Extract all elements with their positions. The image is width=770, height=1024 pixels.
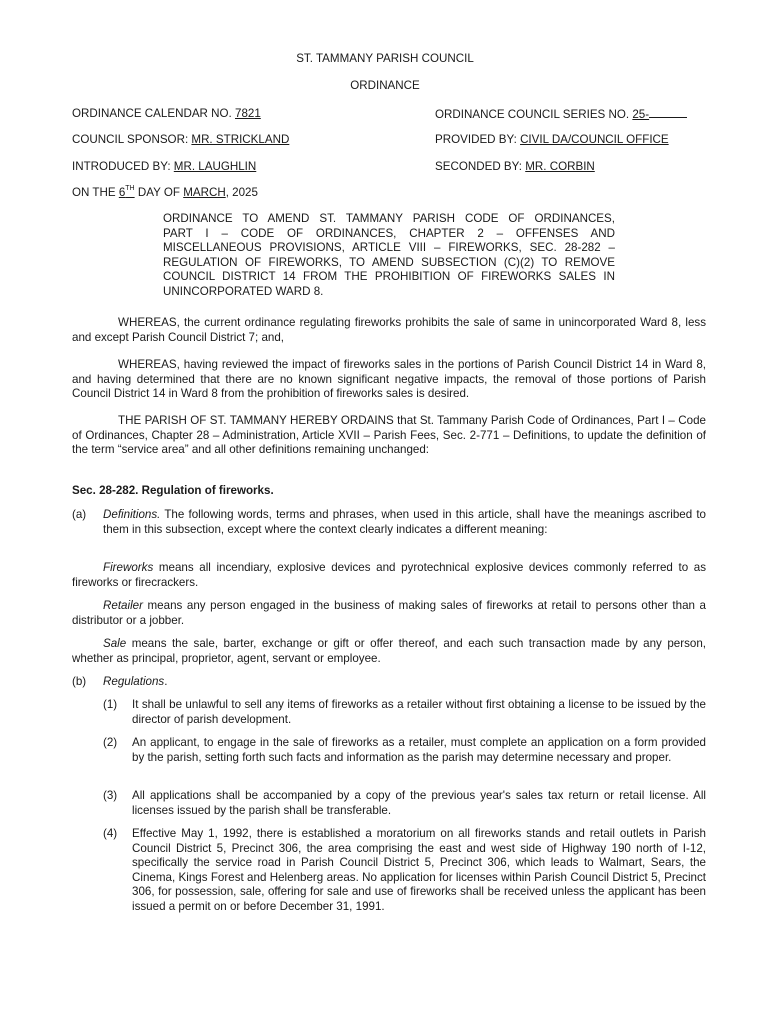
document-type: ORDINANCE (350, 79, 420, 92)
whereas-paragraph-2: WHEREAS, having reviewed the impact of fireworks sales in the portions of Parish Council District 14 in Ward 8, and having determined that there are no known significant negative impacts, the removal of those portions of Parish Council District 14 in Ward 8 from the prohibition of fireworks sales is desired. (72, 358, 706, 401)
provided-by: PROVIDED BY: CIVIL DA/COUNCIL OFFICE (435, 133, 669, 146)
subsection-b-heading: Regulations. (103, 675, 168, 688)
regulation-2-text: An applicant, to engage in the sale of fireworks as a retailer, must complete an application on a form provided by the parish, setting forth such facts and information as the parish may determine necessary and proper. (132, 736, 706, 764)
council-heading: ST. TAMMANY PARISH COUNCIL (296, 52, 474, 65)
regulation-1-number: (1) (103, 698, 118, 711)
introduced-by: INTRODUCED BY: MR. LAUGHLIN (72, 160, 257, 173)
ordains-paragraph: THE PARISH OF ST. TAMMANY HEREBY ORDAINS that St. Tammany Parish Code of Ordinances, Part I – Code of Ordinances, Chapter 28 – Administration, Article XVII – Parish Fees, Sec. 2-771 – Definitions, to update the definition of the term “service area” and all other definitions remaining unchanged: (72, 414, 706, 457)
seconded-by: SECONDED BY: MR. CORBIN (435, 160, 595, 173)
definition-fireworks: Fireworks means all incendiary, explosive devices and pyrotechnical explosive devices commonly referred to as fireworks or firecrackers. (72, 561, 706, 589)
regulation-4-text: Effective May 1, 1992, there is established a moratorium on all fireworks stands and retail outlets in Parish Council District 5, Precinct 306, the area comprising the east and west side of Highway 190 north of I-12, specifically the service road in Parish Council District 5, Precinct 306, which leads to Walmart, Sears, the Cinema, Kings Forest and Helenberg areas. No application for licenses within Parish Council District 5, Precinct 306, for possession, sale, offering for sale and use of fireworks shall be received unless the applicant has been issued a permit on or before December 31, 1991. (132, 827, 706, 913)
regulation-1-text: It shall be unlawful to sell any items of fireworks as a retailer without first obtaining a license to be issued by the director of parish development. (132, 698, 706, 726)
subsection-a-definitions: Definitions. The following words, terms and phrases, when used in this article, shall have the meanings ascribed to them in this subsection, except where the context clearly indicates a different meaning: (103, 508, 706, 536)
regulation-2-number: (2) (103, 736, 118, 749)
definition-sale: Sale means the sale, barter, exchange or gift or offer thereof, and each such transaction made by any person, whether as principal, proprietor, agent, servant or employee. (72, 637, 706, 665)
council-sponsor: COUNCIL SPONSOR: MR. STRICKLAND (72, 133, 290, 146)
regulation-4-number: (4) (103, 827, 118, 840)
whereas-paragraph-1: WHEREAS, the current ordinance regulating fireworks prohibits the sale of same in unincorporated Ward 8, less and except Parish Council District 7; and, (72, 316, 706, 344)
series-number: ORDINANCE COUNCIL SERIES NO. 25- (435, 107, 687, 121)
calendar-number: ORDINANCE CALENDAR NO. 7821 (72, 107, 261, 120)
definition-retailer: Retailer means any person engaged in the business of making sales of fireworks at retail to persons other than a distributor or a jobber. (72, 599, 706, 627)
ordinance-title: ORDINANCE TO AMEND ST. TAMMANY PARISH CODE OF ORDINANCES, PART I – CODE OF ORDINANCES, CHAPTER 2 – OFFENSES AND MISCELLANEOUS PROVISIONS, ARTICLE VIII – FIREWORKS, SEC. 28-282 – REGULATION OF FIREWORKS, TO AMEND SUBSECTION (C)(2) TO REMOVE COUNCIL DISTRICT 14 FROM THE PROHIBITION OF FIREWORKS SALES IN UNINCORPORATED WARD 8. (163, 212, 615, 298)
subsection-b-label: (b) (72, 675, 87, 688)
ordinance-date: ON THE 6TH DAY OF MARCH, 2025 (72, 185, 258, 199)
section-heading: Sec. 28-282. Regulation of fireworks. (72, 484, 274, 497)
regulation-3-text: All applications shall be accompanied by a copy of the previous year's sales tax return or retail license. All licenses issued by the parish shall be transferable. (132, 789, 706, 817)
subsection-a-label: (a) (72, 508, 87, 521)
series-blank (649, 107, 687, 118)
regulation-3-number: (3) (103, 789, 118, 802)
